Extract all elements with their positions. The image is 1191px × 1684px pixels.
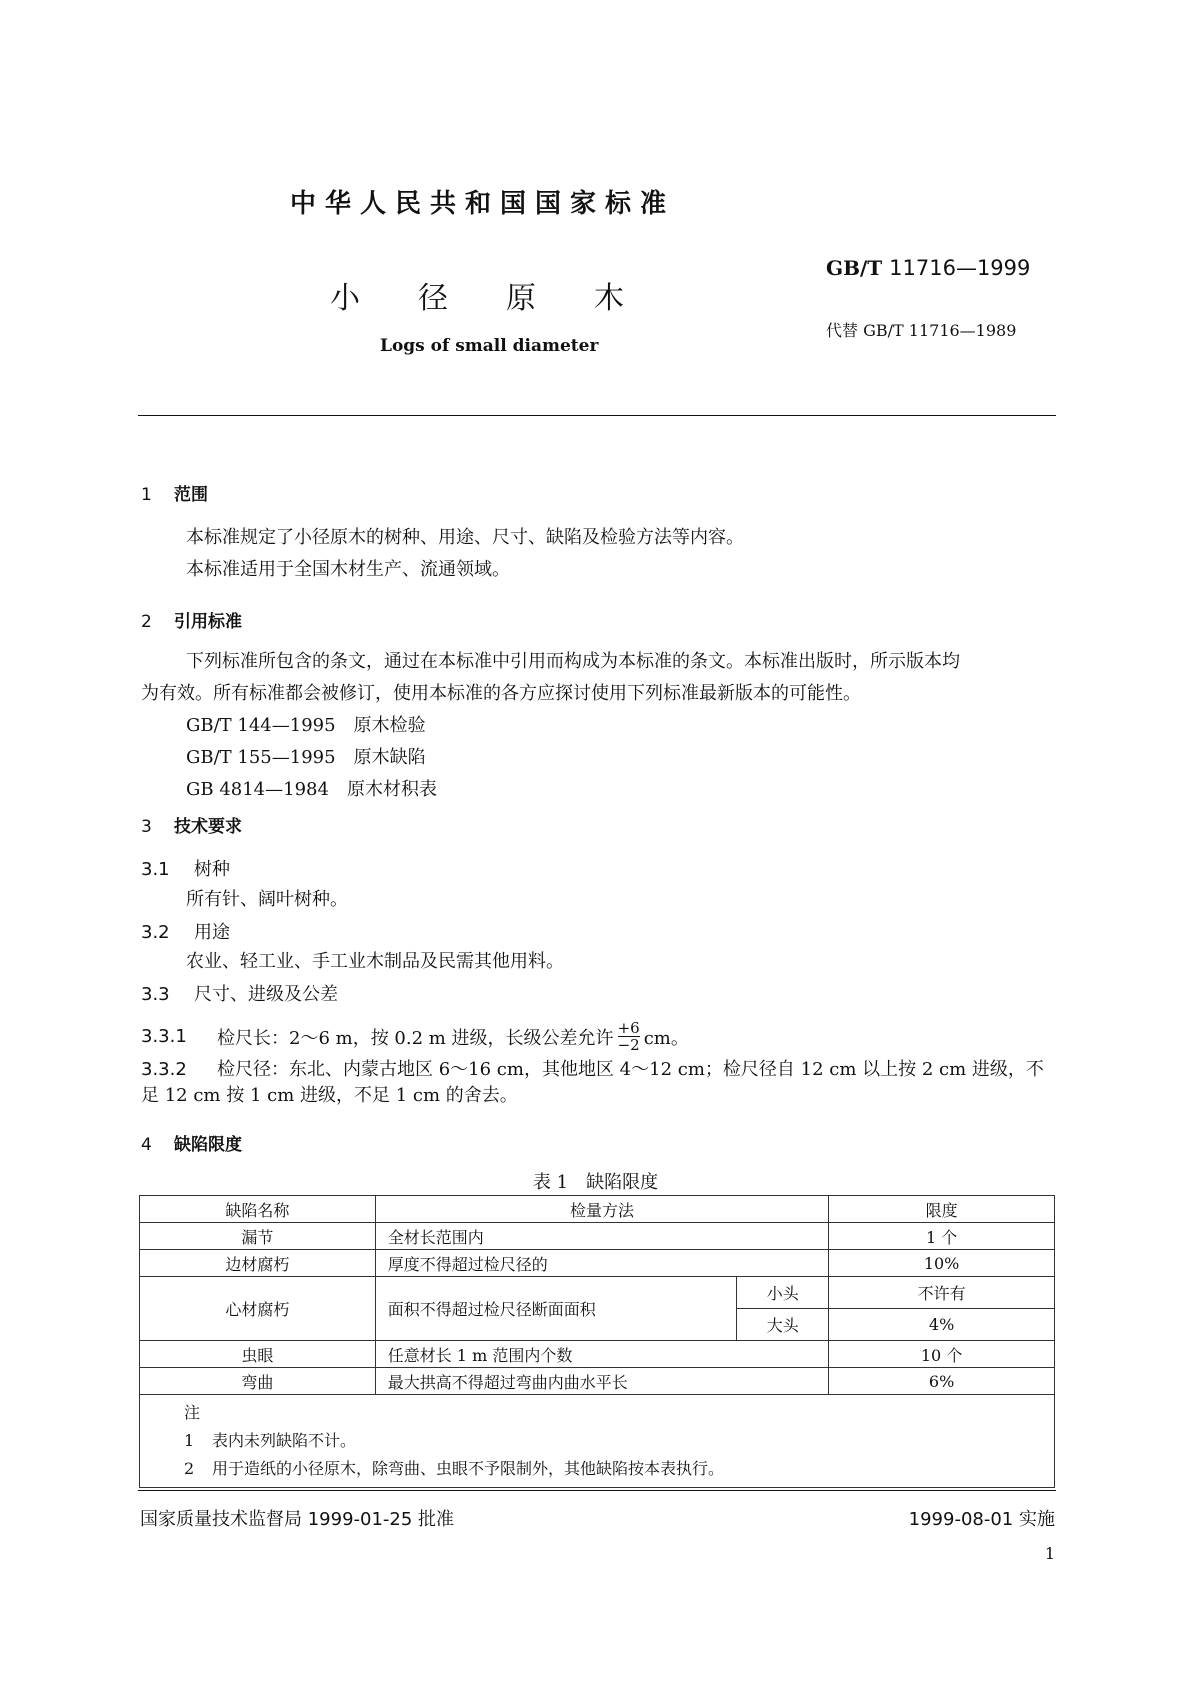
header-defect-name: 缺陷名称	[140, 1196, 376, 1223]
section-3-2-number: 3.2	[141, 922, 170, 943]
table-row	[140, 1368, 1055, 1395]
defect-limit: 1 个	[829, 1223, 1055, 1250]
note-text: 表内未列缺陷不计。	[212, 1431, 357, 1450]
section-3-3-2-line-1	[141, 1055, 1044, 1081]
section-3-1-text: 所有针、阔叶树种。	[186, 889, 348, 910]
section-3-1-heading	[141, 855, 230, 881]
section-3-3-1-text: 检尺长：2～6 m，按 0.2 m 进级，长级公差允许	[217, 1027, 614, 1049]
defect-limit-table	[139, 1195, 1055, 1488]
defect-method: 全材长范围内	[375, 1223, 828, 1250]
national-standard-heading: 中华人民共和国国家标准	[290, 189, 676, 219]
reference-code: GB 4814—1984	[186, 779, 329, 800]
defect-limit: 不许有	[829, 1277, 1055, 1309]
section-3-3-2-number: 3.3.2	[141, 1059, 187, 1080]
section-3-number: 3	[141, 817, 152, 837]
section-4-title: 缺陷限度	[174, 1135, 242, 1155]
code-number: 11716—1999	[889, 256, 1031, 280]
note-number: 2	[184, 1459, 195, 1478]
section-3-3-2-line-2: 足 12 cm 按 1 cm 进级，不足 1 cm 的舍去。	[141, 1085, 518, 1106]
section-3-2-heading	[141, 918, 230, 944]
defect-name: 虫眼	[140, 1341, 376, 1368]
section-2-title: 引用标准	[174, 612, 242, 632]
defect-name: 漏节	[140, 1223, 376, 1250]
reference-name: 原木材积表	[346, 779, 437, 800]
title-english: Logs of small diameter	[380, 336, 599, 356]
section-3-1-title: 树种	[194, 859, 230, 880]
section-3-3-1-number: 3.3.1	[141, 1026, 187, 1047]
defect-limit: 10%	[829, 1250, 1055, 1277]
section-3-heading	[141, 812, 242, 837]
defect-limit: 6%	[829, 1368, 1055, 1395]
defect-limit: 10 个	[829, 1341, 1055, 1368]
tolerance-unit: cm。	[643, 1027, 689, 1049]
standard-code	[826, 256, 1030, 280]
section-3-1-number: 3.1	[141, 859, 170, 880]
section-3-3-1	[141, 1020, 689, 1053]
implementation-date: 1999-08-01 实施	[908, 1509, 1055, 1530]
section-3-3-number: 3.3	[141, 984, 170, 1005]
reference-item	[186, 742, 426, 774]
section-3-2-text: 农业、轻工业、手工业木制品及民需其他用料。	[186, 951, 564, 972]
table-header-row	[140, 1196, 1055, 1223]
table-row	[140, 1341, 1055, 1368]
note-item	[184, 1427, 1054, 1455]
note-item	[184, 1455, 1054, 1483]
defect-method: 最大拱高不得超过弯曲内曲水平长	[375, 1368, 828, 1395]
tolerance-plus: +6	[617, 1019, 640, 1037]
section-3-3-2-text: 检尺径：东北、内蒙古地区 6～16 cm，其他地区 4～12 cm；检尺径自 12 cm 以上按 2 cm 进级，不	[217, 1059, 1044, 1080]
header-limit: 限度	[829, 1196, 1055, 1223]
note-number: 1	[184, 1431, 195, 1450]
defect-method: 面积不得超过检尺径断面面积	[375, 1277, 737, 1341]
section-1-para-2: 本标准适用于全国木材生产、流通领域。	[186, 559, 510, 580]
tolerance-minus: −2	[617, 1036, 640, 1054]
table-caption: 表 1 缺陷限度	[532, 1172, 659, 1193]
section-1-heading	[141, 480, 208, 505]
defect-method: 厚度不得超过检尺径的	[375, 1250, 828, 1277]
reference-name: 原木检验	[353, 715, 426, 736]
section-3-3-heading	[141, 980, 338, 1006]
tolerance-fraction	[618, 1020, 640, 1053]
table-notes-row	[140, 1395, 1055, 1488]
defect-name: 边材腐朽	[140, 1250, 376, 1277]
section-4-number: 4	[141, 1135, 152, 1155]
footer-divider	[138, 1490, 1056, 1491]
table-row	[140, 1277, 1055, 1309]
reference-code: GB/T 144—1995	[186, 715, 336, 736]
section-3-2-title: 用途	[194, 922, 230, 943]
section-2-number: 2	[141, 612, 152, 632]
reference-item	[186, 774, 437, 806]
table-row	[140, 1250, 1055, 1277]
defect-name: 心材腐朽	[140, 1277, 376, 1341]
defect-sub-label: 小头	[737, 1277, 829, 1309]
replaces-note: 代替 GB/T 11716—1989	[826, 321, 1017, 340]
page-number: 1	[1044, 1544, 1055, 1563]
header-method: 检量方法	[375, 1196, 828, 1223]
notes-title: 注	[184, 1403, 201, 1422]
section-2-para-line-2: 为有效。所有标准都会被修订，使用本标准的各方应探讨使用下列标准最新版本的可能性。	[141, 683, 861, 704]
section-1-para-1: 本标准规定了小径原木的树种、用途、尺寸、缺陷及检验方法等内容。	[186, 527, 744, 548]
title-chinese: 小径原木	[330, 281, 682, 316]
approval-info: 国家质量技术监督局 1999-01-25 批准	[140, 1509, 455, 1530]
defect-limit: 4%	[829, 1309, 1055, 1341]
section-2-heading	[141, 607, 242, 632]
note-text: 用于造纸的小径原木，除弯曲、虫眼不予限制外，其他缺陷按本表执行。	[212, 1459, 725, 1478]
reference-code: GB/T 155—1995	[186, 747, 336, 768]
reference-item	[186, 710, 426, 742]
header-divider	[138, 415, 1056, 416]
reference-name: 原木缺陷	[353, 747, 426, 768]
table-row	[140, 1223, 1055, 1250]
section-3-title: 技术要求	[174, 817, 242, 837]
defect-sub-label: 大头	[737, 1309, 829, 1341]
table-notes	[140, 1395, 1055, 1488]
section-1-title: 范围	[174, 485, 208, 505]
section-3-3-title: 尺寸、进级及公差	[194, 984, 338, 1005]
defect-method: 任意材长 1 m 范围内个数	[375, 1341, 828, 1368]
section-4-heading	[141, 1130, 242, 1155]
section-1-number: 1	[141, 485, 152, 505]
section-2-para-line-1: 下列标准所包含的条文，通过在本标准中引用而构成为本标准的条文。本标准出版时，所示版本均	[186, 651, 960, 672]
defect-name: 弯曲	[140, 1368, 376, 1395]
code-prefix: GB/T	[826, 256, 883, 280]
